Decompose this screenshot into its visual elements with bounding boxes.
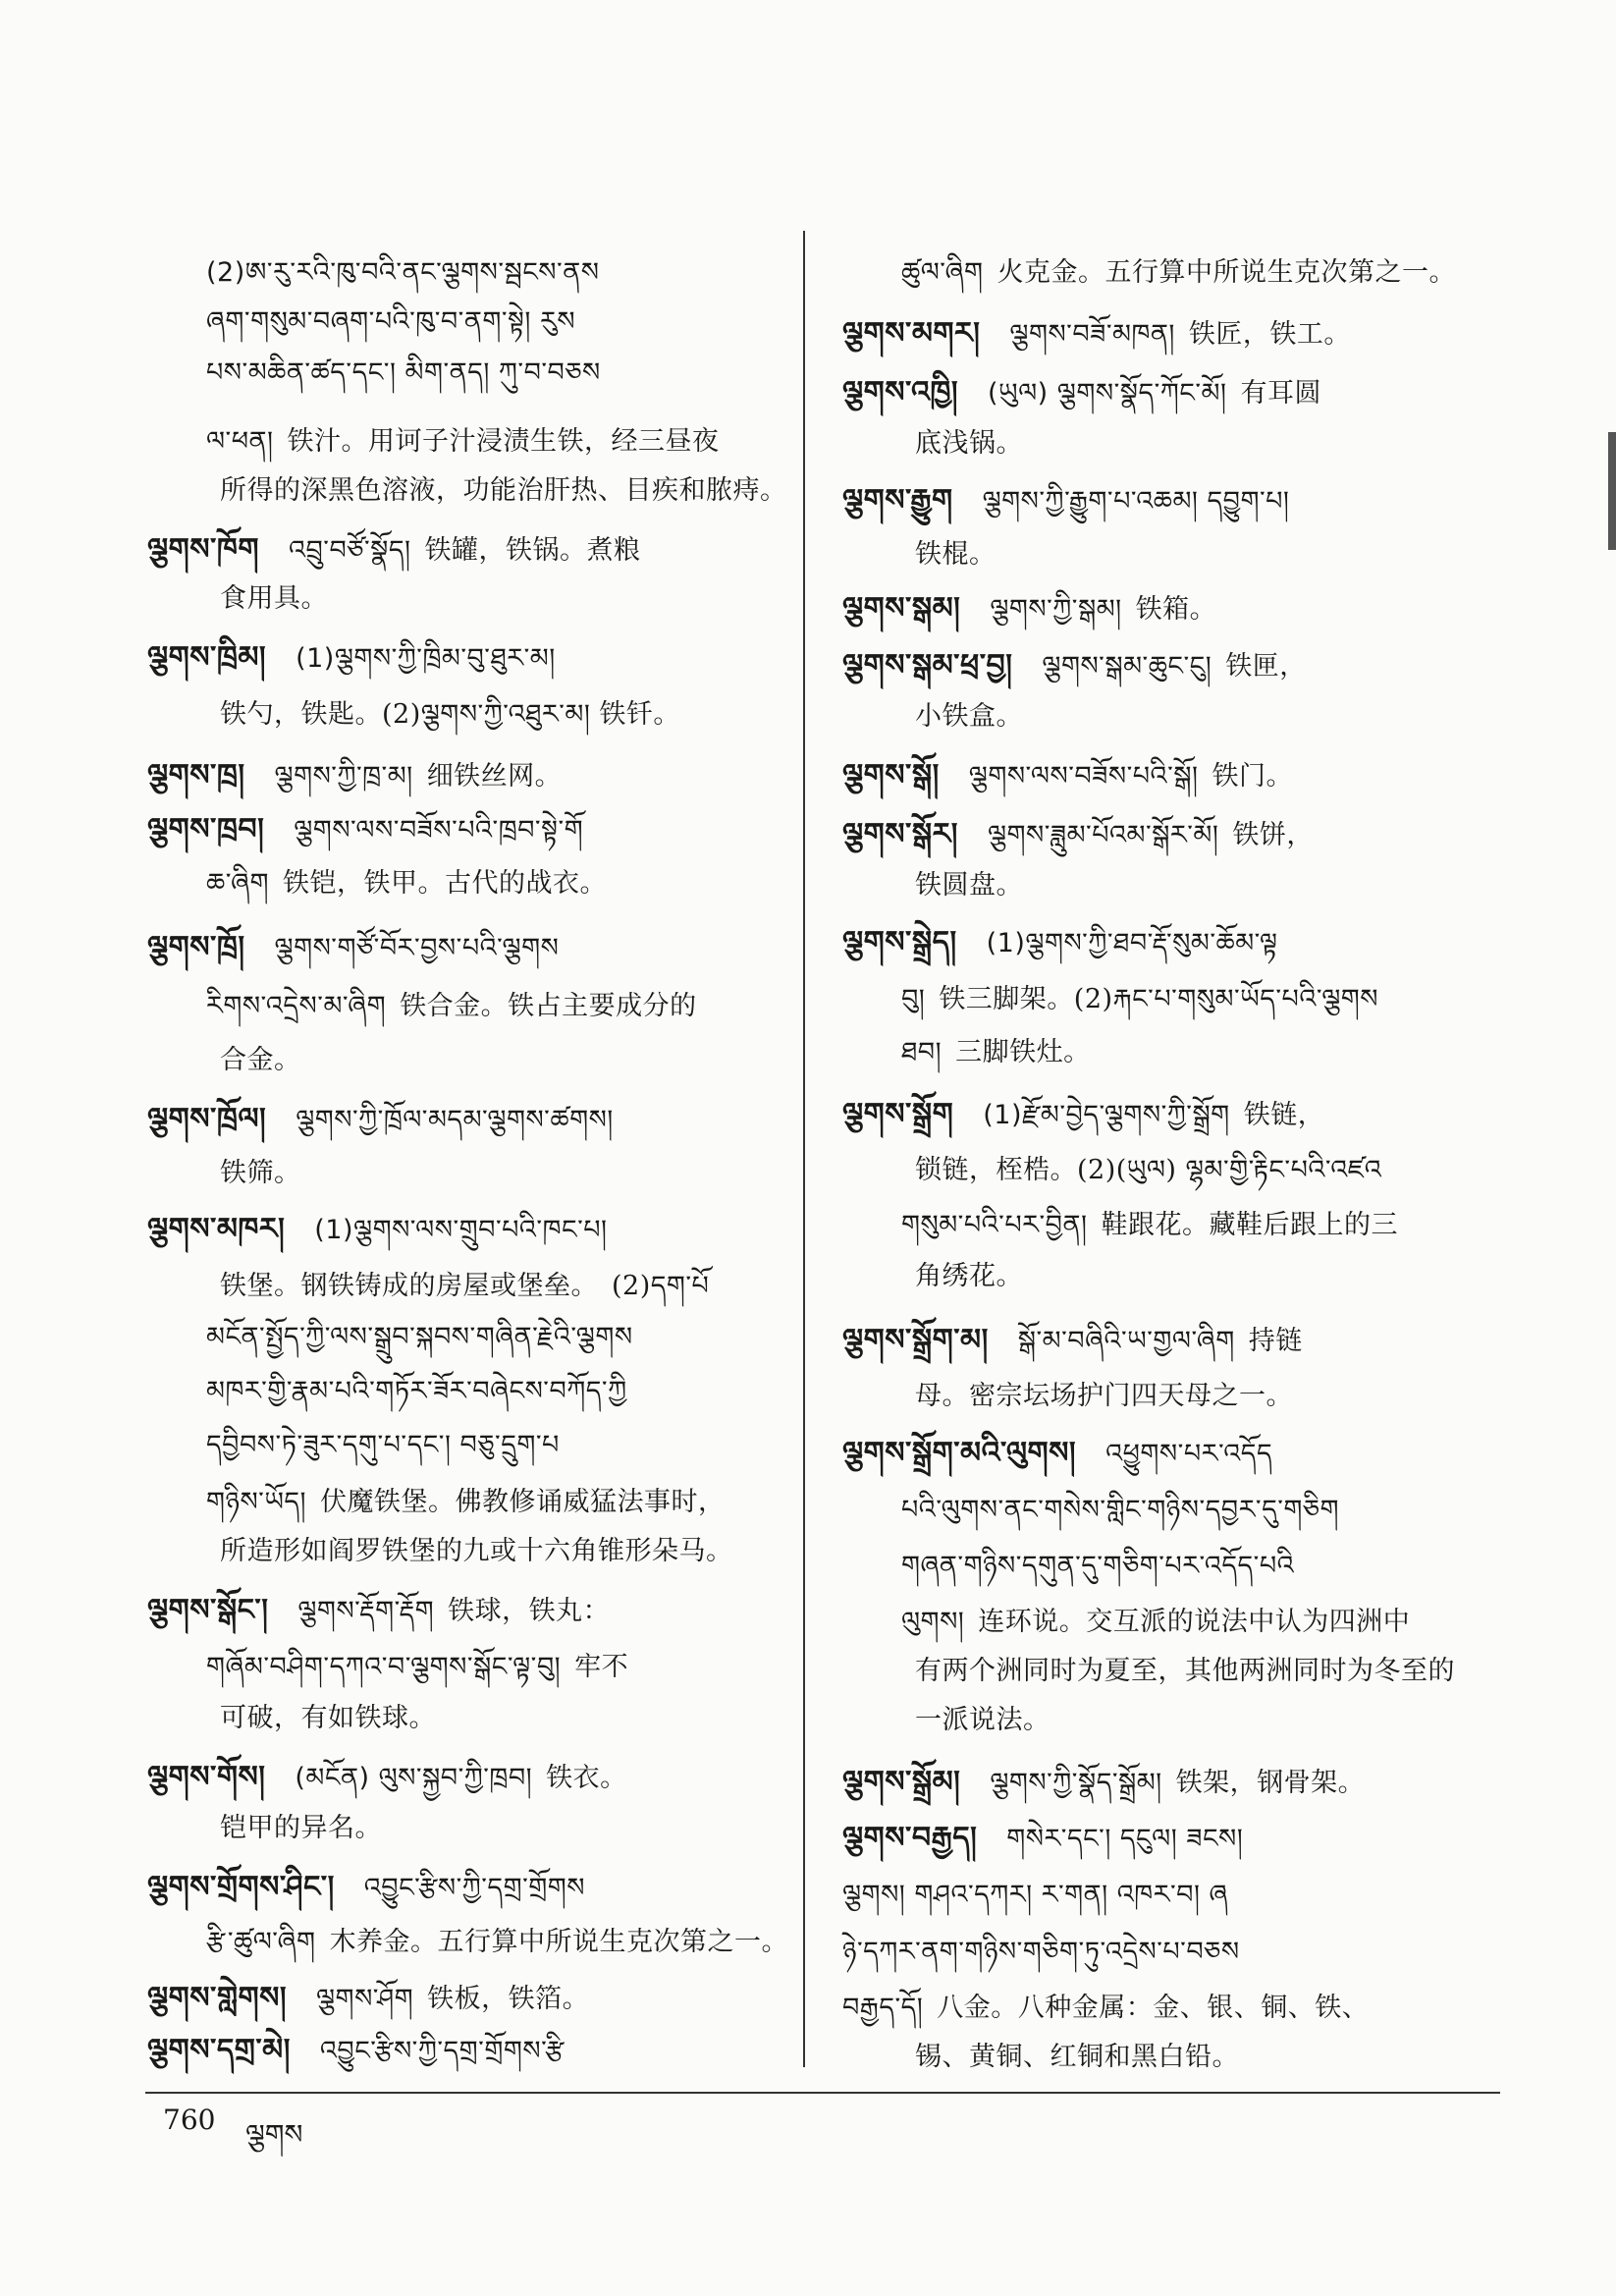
tibetan-text: ལྕགས་ཀྱི་སྣོད་སྒྲོམ། (990, 1768, 1162, 1798)
headword: ལྕགས་བརྒྱད། (842, 1821, 978, 1855)
text-line (206, 422, 720, 462)
text-line (147, 1100, 614, 1140)
chinese-gloss: 持链 (1248, 1326, 1303, 1356)
headword: ལྕགས་སྒྲོག་མའི་ལུགས། (842, 1436, 1077, 1470)
tibetan-text: མཁར་གྱི་རྣམ་པའི་གཏོར་ཟོར་བཞེངས་བཀོད་ཀྱི (206, 1376, 627, 1406)
tibetan-text: (མངོན) ལུས་སྐྱབ་ཀྱི་ཁྲབ། (295, 1763, 533, 1793)
text-line (901, 1603, 1410, 1642)
headword: ལྕགས་སྒོང་། (147, 1593, 269, 1627)
tibetan-text: (ཡུལ) ལྕགས་སྣོད་ཀོང་མོ། (988, 378, 1227, 409)
tibetan-text: (1)ལྕགས་ཀྱི་ཐབ་རྡོ་སུམ་ཆོམ་ལྟ (986, 928, 1278, 958)
chinese-gloss: 食用具。 (220, 583, 328, 614)
text-line (842, 1434, 1272, 1474)
tibetan-text: ལྕགས་གཙོ་བོར་བྱས་པའི་ལྕགས (274, 933, 560, 963)
text-line (206, 354, 601, 393)
headword: ལྕགས་གྲོགས་ཤིང་། (147, 1870, 335, 1904)
headword: ལྕགས་སྒྲོག (842, 1097, 954, 1131)
text-line (842, 314, 1351, 355)
tibetan-text: ལྕགས། གཤའ་དཀར། ར་གན། འཁར་བ། ཞ (842, 1880, 1228, 1910)
headword: ལྕགས་ཁྲ། (147, 758, 245, 793)
headword: ལྕགས་ཁོག (147, 532, 259, 567)
text-line (901, 1377, 1293, 1416)
text-line (206, 1699, 436, 1738)
text-line (842, 1989, 1369, 2028)
tibetan-text: (1)རྫོམ་བྱེད་ལྕགས་ཀྱི་སྒྲོག (983, 1100, 1230, 1130)
text-line (842, 923, 1278, 963)
tibetan-text: གཉིས་ཡོད། (206, 1487, 307, 1517)
text-line (842, 1763, 1365, 1803)
text-line (842, 373, 1321, 413)
tibetan-text: དབྱིབས་ཏེ་ཟུར་དགུ་པ་དང་། བཅུ་དྲུག་པ (206, 1430, 560, 1460)
chinese-gloss: 铁链， (1243, 1100, 1325, 1130)
chinese-gloss: 铁汁。用诃子汁浸渍生铁，经三昼夜 (287, 426, 720, 457)
tibetan-text: མངོན་སྤྱོད་ཀྱི་ལས་སྒྲུབ་སྐབས་གཞིན་རྗེའི་ལྕགས (206, 1322, 633, 1352)
tibetan-text: འཕྱུགས་པར་འདོད (1105, 1439, 1273, 1469)
tibetan-text: སྒོ་མ་བཞིའི་ཡ་གྱལ་ཞིག (1017, 1326, 1235, 1356)
tibetan-text: ལ་ཕན། (206, 426, 274, 457)
chinese-gloss: 牢不 (574, 1652, 629, 1682)
chinese-gloss: 角绣花。 (915, 1261, 1023, 1291)
chinese-gloss: 火克金。五行算中所说生克次第之一。 (997, 257, 1457, 288)
tibetan-text: (1)ལྕགས་ཀྱི་ཁྲིམ་བུ་ཐུར་མ། (296, 643, 556, 674)
chinese-gloss: 可破，有如铁球。 (220, 1703, 436, 1733)
text-line (206, 1426, 560, 1465)
tibetan-text: ལྕགས་བཟོ་མཁན། (1009, 319, 1175, 350)
text-line (147, 638, 556, 679)
tibetan-text: བརྒྱད་དོ། (842, 1993, 924, 2023)
text-line (147, 1210, 608, 1250)
text-line (842, 1876, 1228, 1915)
chinese-gloss: 铁铠，铁甲。古代的战衣。 (283, 868, 607, 899)
headword: ལྕགས་སྒམ་ཕྲ་བྱ། (842, 648, 1013, 683)
text-line (206, 1923, 788, 1962)
tibetan-text: འབྱུང་རྩིས་ཀྱི་དགྲ་གྲོགས (363, 1873, 585, 1903)
chinese-gloss: 一派说法。 (915, 1705, 1050, 1735)
text-line (206, 695, 680, 735)
tibetan-text: ལྕགས་ཀྱི་ཁྲོལ་མདམ་ལྕགས་ཚགས། (296, 1105, 614, 1135)
tibetan-text: ལྕགས་ཤོག (316, 1984, 414, 2014)
text-line (147, 1979, 589, 2019)
chinese-gloss: 连环说。交互派的说法中认为四洲中 (978, 1607, 1411, 1637)
chinese-gloss: 细铁丝网。 (426, 761, 563, 792)
tibetan-text: གསེར་དང་། དངུལ། ཟངས། (1006, 1824, 1244, 1854)
chinese-gloss: 铁板，铁箔。 (427, 1984, 590, 2014)
text-line (147, 1868, 585, 1908)
chinese-gloss: 铁匣， (1225, 651, 1307, 682)
headword: ལྕགས་གོས། (147, 1760, 266, 1794)
tibetan-text: ལྕགས་ལས་བཟོས་པའི་སྒོ། (968, 761, 1199, 792)
tibetan-text: རྩི་ཚུལ་ཞིག (206, 1927, 316, 1957)
tibetan-text: ཞག་གསུམ་བཞག་པའི་ཁུ་བ་ནག་སྟེ། རུས (206, 306, 576, 337)
headword: ལྕགས་སྒམ། (842, 591, 961, 626)
text-line (842, 756, 1293, 796)
text-line (842, 589, 1216, 629)
headword: ལྕགས་སྒྲེད། (842, 925, 957, 959)
text-line (901, 535, 997, 574)
text-line (901, 253, 1456, 293)
tibetan-text: ལྕགས་སྒམ་ཆུང་ངུ། (1042, 651, 1212, 682)
headword: ལྕགས་འཁྱི། (842, 375, 959, 410)
page-number: 760 (163, 2104, 216, 2136)
text-line (901, 1652, 1455, 1691)
text-line (842, 1321, 1303, 1361)
text-line (206, 1154, 301, 1193)
chinese-gloss: 底浅锅。 (915, 428, 1023, 459)
text-line (206, 1318, 633, 1357)
text-line (206, 1483, 726, 1522)
headword: ལྕགས་སྒྲོག་མ། (842, 1323, 989, 1357)
chinese-gloss: 八金。八种金属：金、银、铜、铁、 (937, 1993, 1370, 2023)
tibetan-text: ལྕགས་ལས་བཟོས་པའི་ཁྲབ་སྟེ་གོ (294, 815, 584, 846)
chinese-gloss: 母。密宗坛场护门四天母之一。 (915, 1381, 1293, 1411)
chinese-gloss: 铁匠，铁工。 (1188, 319, 1351, 350)
text-line (842, 1933, 1240, 1972)
headword: ལྕགས་མཁར། (147, 1212, 286, 1246)
chinese-gloss: 有耳圆 (1240, 378, 1322, 409)
tibetan-text: འབྲུ་བཙོ་སྣོད། (288, 535, 411, 566)
headword: ལྕགས་ཁྲབ། (147, 812, 265, 847)
text-line (842, 1819, 1243, 1859)
text-line (901, 424, 1023, 464)
text-line (147, 756, 562, 796)
chinese-gloss: 鞋跟花。藏鞋后跟上的三 (1101, 1210, 1398, 1240)
chinese-gloss: 铠甲的异名。 (220, 1813, 382, 1843)
tibetan-text: ཉེ་དཀར་ནག་གཉིས་གཅིག་ཏུ་འདྲེས་པ་བཅས (842, 1937, 1240, 1967)
tibetan-text: ལྕགས་ཀྱི་སྒམ། (990, 594, 1122, 625)
chinese-gloss: 锡、黄铜、红铜和黑白铅。 (915, 2042, 1239, 2072)
running-head: ལྕགས (245, 2118, 303, 2151)
text-line (147, 928, 559, 968)
text-line (842, 1095, 1324, 1135)
headword: ལྕགས་ཁྲོལ། (147, 1102, 267, 1136)
text-line (901, 866, 1023, 905)
text-line (206, 987, 697, 1026)
tibetan-text: རིགས་འདྲེས་མ་ཞིག (206, 991, 387, 1021)
text-line (206, 1532, 733, 1571)
tibetan-text: གཞོམ་བཤིག་དཀའ་བ་ལྕགས་སྒོང་ལྟ་བུ། (206, 1652, 562, 1682)
text-line (842, 481, 1289, 521)
chinese-gloss: 铁圆盘。 (915, 870, 1023, 901)
tibetan-text: ཚུལ་ཞིག (901, 257, 984, 288)
text-line (901, 2038, 1239, 2077)
text-line (206, 471, 787, 511)
column-divider (803, 231, 805, 2067)
text-line (147, 530, 640, 571)
chinese-gloss: 铁箱。 (1135, 594, 1217, 625)
text-line (901, 1151, 1381, 1190)
text-line (901, 980, 1378, 1019)
text-line (842, 815, 1314, 855)
headword: ལྕགས་མགར། (842, 316, 981, 351)
headword: ལྕགས་ཁྲོ། (147, 930, 245, 964)
text-line (206, 1648, 628, 1687)
tibetan-text: གཞན་གཉིས་དགུན་དུ་གཅིག་པར་འདོད་པའི (901, 1551, 1295, 1581)
text-line (147, 2031, 565, 2071)
text-line (206, 1041, 301, 1080)
text-line (147, 1591, 610, 1631)
chinese-gloss: 所得的深黑色溶液，功能治肝热、目疾和脓痔。 (220, 475, 787, 506)
text-line (901, 1701, 1050, 1740)
text-line (206, 253, 599, 293)
chinese-gloss: 铁衣。 (546, 1763, 627, 1793)
text-line (206, 1372, 627, 1411)
chinese-gloss: 铁堡。钢铁铸成的房屋或堡垒。 (220, 1271, 598, 1301)
text-line (206, 864, 607, 903)
text-line (206, 302, 575, 342)
tibetan-text: (1)ལྕགས་ལས་གྲུབ་པའི་ཁང་པ། (314, 1215, 608, 1245)
text-line (901, 1257, 1023, 1296)
text-line (206, 1809, 382, 1848)
chinese-gloss: 伏魔铁堡。佛教修诵威猛法事时， (320, 1487, 726, 1517)
text-line (901, 1491, 1339, 1530)
scan-edge-mark (1608, 432, 1616, 550)
text-line (901, 1547, 1294, 1586)
tibetan-text: ལྕགས་ཀྱི་རྒྱུག་པ་འཆམ། དབྱུག་པ། (982, 486, 1290, 517)
chinese-gloss: 铁筛。 (220, 1158, 301, 1188)
text-line (901, 1206, 1398, 1245)
tibetan-text: (2)ཨ་རུ་རའི་ཁུ་བའི་ནང་ལྕགས་སྦངས་ནས (206, 257, 600, 288)
headword: ལྕགས་དགྲ་མེ། (147, 2033, 291, 2067)
tibetan-text: ལུགས། (901, 1607, 965, 1637)
chinese-gloss: 锁链，桎梏。(2)(ཡུལ) ལྷམ་གྱི་རྟིང་པའི་འཛའ (915, 1155, 1382, 1185)
tibetan-text: ལྕགས་རྡོག་རྡོག (297, 1596, 435, 1626)
text-line (206, 579, 328, 619)
chinese-gloss: 小铁盒。 (915, 701, 1023, 732)
tibetan-text: (2)དག་པོ (612, 1271, 710, 1301)
headword: ལྕགས་སྒོ། (842, 758, 940, 793)
chinese-gloss: 铁球，铁丸： (448, 1596, 611, 1626)
headword: ལྕགས་རྒྱུག (842, 483, 953, 518)
text-line (842, 646, 1307, 686)
chinese-gloss: 铁饼， (1232, 820, 1314, 850)
tibetan-text: ལྕགས་ཟླུམ་པོའམ་སྒོར་མོ། (987, 820, 1219, 850)
text-line (901, 1033, 1091, 1072)
chinese-gloss: 三脚铁灶。 (955, 1037, 1091, 1067)
chinese-gloss: 合金。 (220, 1045, 301, 1075)
tibetan-text: གསུམ་པའི་པར་བྱིན། (901, 1210, 1088, 1240)
chinese-gloss: 木养金。五行算中所说生克次第之一。 (329, 1927, 789, 1957)
chinese-gloss: 铁架，钢骨架。 (1175, 1768, 1366, 1798)
headword: ལྕགས་སྒོར། (842, 817, 958, 851)
tibetan-text: ལྕགས་ཀྱི་ཁྲ་མ། (274, 761, 413, 792)
tibetan-text: ཐབ། (901, 1037, 943, 1067)
chinese-gloss: 铁罐，铁锅。煮粮 (424, 535, 641, 566)
chinese-gloss: 铁三脚架。(2)རྐང་པ་གསུམ་ཡོད་པའི་ལྕགས (939, 984, 1378, 1014)
chinese-gloss: 铁棍。 (915, 539, 997, 570)
headword: ལྕགས་སྒྲོམ། (842, 1765, 961, 1799)
chinese-gloss: 所造形如阎罗铁堡的九或十六角锥形朵马。 (220, 1536, 733, 1566)
headword: ལྕགས་གླེགས། (147, 1981, 287, 2015)
tibetan-text: འབྱུང་རྩིས་ཀྱི་དགྲ་གྲོགས་རྩི (319, 2036, 565, 2066)
text-line (901, 697, 1023, 737)
text-line (147, 810, 583, 850)
tibetan-text: བུ། (901, 984, 926, 1014)
chinese-gloss: 有两个洲同时为夏至，其他两洲同时为冬至的 (915, 1656, 1455, 1686)
chinese-gloss: 铁门。 (1212, 761, 1293, 792)
chinese-gloss: 铁合金。铁占主要成分的 (400, 991, 697, 1021)
footer-rule (145, 2092, 1500, 2094)
tibetan-text: པས་མཆིན་ཚད་དང་། མིག་ནད། ཀུ་བ་བཅས (206, 357, 601, 388)
tibetan-text: པའི་ལུགས་ནང་གསེས་གླིང་གཉིས་དབྱར་དུ་གཅིག (901, 1495, 1340, 1525)
text-line (147, 1758, 627, 1798)
text-line (206, 1267, 709, 1306)
headword: ལྕགས་ཁྲིམ། (147, 640, 267, 675)
chinese-gloss: 铁勺，铁匙。(2)ལྕགས་ཀྱི་འཐུར་མ། 铁钎。 (220, 699, 680, 730)
tibetan-text: ཆ་ཞིག (206, 868, 269, 899)
